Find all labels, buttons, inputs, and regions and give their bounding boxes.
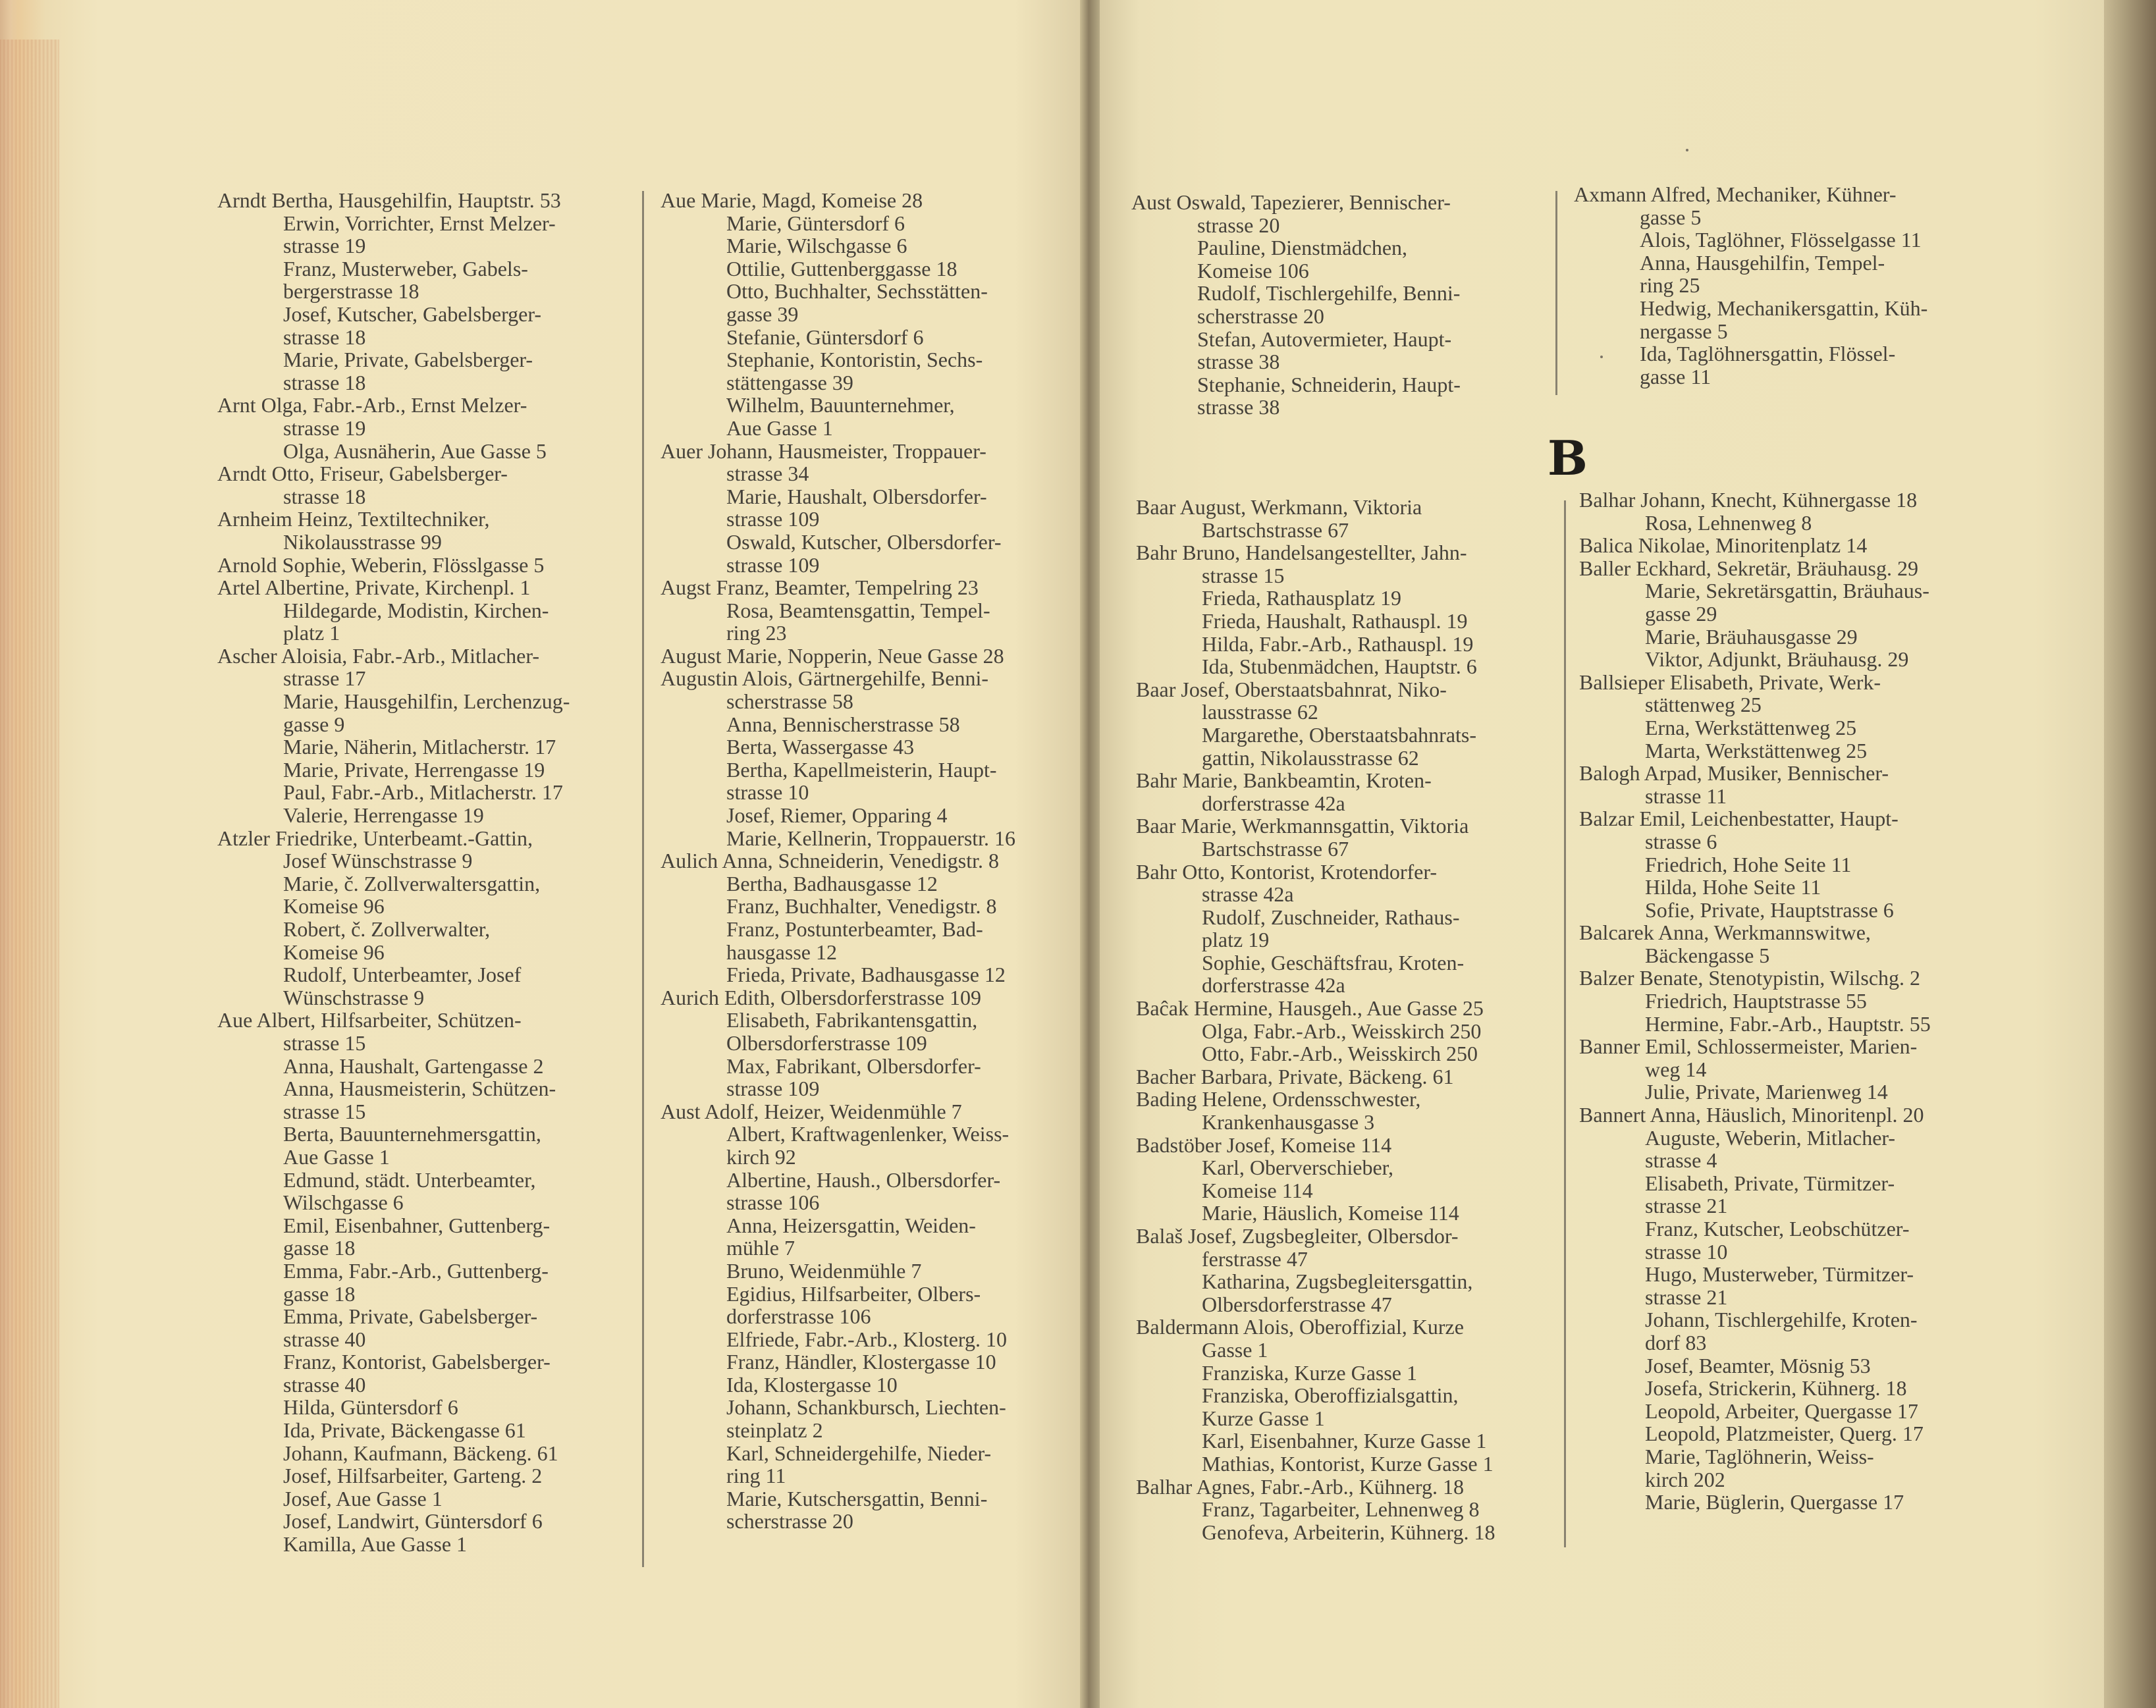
directory-entry-line: Otto, Fabr.-Arb., Weisskirch 250 <box>1202 1042 1478 1066</box>
directory-entry-line: Katharina, Zugsbegleitersgattin, <box>1202 1269 1473 1294</box>
directory-entry-line: Frieda, Rathausplatz 19 <box>1202 586 1402 610</box>
paper-speck <box>1686 149 1688 151</box>
directory-entry-line: strasse 42a <box>1202 882 1294 907</box>
directory-entry-line: Sophie, Geschäftsfrau, Kroten- <box>1202 950 1465 974</box>
book-gutter <box>1080 0 1100 1708</box>
directory-entry-line: Marta, Werkstättenweg 25 <box>1645 738 1868 762</box>
directory-entry-line: Julie, Private, Marienweg 14 <box>1645 1080 1888 1104</box>
directory-entry-line: strasse 106 <box>726 1190 820 1215</box>
directory-entry-line: Krankenhausgasse 3 <box>1202 1110 1375 1134</box>
directory-entry-line: ring 25 <box>1640 273 1700 298</box>
directory-entry-head: Arnt Olga, Fabr.-Arb., Ernst Melzer- <box>217 393 527 417</box>
directory-entry-line: Marie, Güntersdorf 6 <box>726 211 905 235</box>
directory-entry-line: Otto, Buchhalter, Sechsstätten- <box>726 279 988 304</box>
directory-entry-line: stättengasse 39 <box>726 370 853 394</box>
directory-entry-line: Ottilie, Guttenberggasse 18 <box>726 256 957 280</box>
directory-entry-line: strasse 19 <box>283 415 366 440</box>
directory-entry-line: Franz, Tagarbeiter, Lehnenweg 8 <box>1202 1497 1480 1522</box>
directory-entry-line: strasse 109 <box>726 552 820 577</box>
directory-entry-line: Hedwig, Mechanikersgattin, Küh- <box>1640 296 1928 320</box>
directory-entry-line: strasse 17 <box>283 666 366 691</box>
directory-entry-line: Stephanie, Kontoristin, Sechs- <box>726 348 983 372</box>
directory-column-right-1-top <box>1131 191 1553 419</box>
directory-entry-line: strasse 15 <box>1202 563 1285 587</box>
directory-entry-line: gasse 29 <box>1645 601 1717 626</box>
directory-entry-line: weg 14 <box>1645 1057 1707 1081</box>
directory-entry-head: Aulich Anna, Schneiderin, Venedigstr. 8 <box>660 849 999 873</box>
directory-entry-line: Marie, Hausgehilfin, Lerchenzug- <box>283 689 570 714</box>
directory-entry-line: Josef Wünschstrasse 9 <box>283 849 473 873</box>
directory-entry-head: Bahr Marie, Bankbeamtin, Kroten- <box>1136 768 1432 793</box>
directory-entry-line: Komeise 96 <box>283 940 385 964</box>
page-edge-left <box>0 40 59 1708</box>
directory-entry-line: Friedrich, Hauptstrasse 55 <box>1645 989 1867 1013</box>
directory-entry-line: Marie, Häuslich, Komeise 114 <box>1202 1201 1459 1225</box>
directory-entry-line: Stephanie, Schneiderin, Haupt- <box>1197 372 1461 396</box>
directory-entry-head: Aust Oswald, Tapezierer, Bennischer- <box>1131 190 1451 214</box>
directory-entry-line: Bartschstrasse 67 <box>1202 518 1349 542</box>
directory-entry-line: Albert, Kraftwagenlenker, Weiss- <box>726 1122 1010 1146</box>
directory-entry-head: Bannert Anna, Häuslich, Minoritenpl. 20 <box>1579 1103 1924 1127</box>
directory-entry-head: Axmann Alfred, Mechaniker, Kühner- <box>1574 182 1897 206</box>
directory-entry-line: strasse 10 <box>726 780 809 805</box>
directory-entry-line: Viktor, Adjunkt, Bräuhausg. 29 <box>1645 647 1909 672</box>
directory-entry-line: platz 1 <box>283 621 340 645</box>
directory-entry-head: Balogh Arpad, Musiker, Bennischer- <box>1579 761 1889 786</box>
directory-entry-line: ring 23 <box>726 621 787 645</box>
directory-entry-line: Marie, Private, Gabelsberger- <box>283 348 533 372</box>
directory-entry-line: Edmund, städt. Unterbeamter, <box>283 1167 536 1192</box>
directory-entry-line: gasse 18 <box>283 1236 356 1260</box>
directory-entry-line: Stefanie, Güntersdorf 6 <box>726 325 924 349</box>
directory-entry-line: Bertha, Badhausgasse 12 <box>726 871 938 895</box>
directory-entry-line: Wilschgasse 6 <box>283 1190 404 1215</box>
directory-entry-line: gasse 39 <box>726 302 799 326</box>
directory-entry-line: Ida, Taglöhnersgattin, Flössel- <box>1640 342 1896 366</box>
directory-entry-line: Bäckengasse 5 <box>1645 943 1770 967</box>
directory-entry-head: Aurich Edith, Olbersdorferstrasse 109 <box>660 985 981 1009</box>
directory-entry-head: Banner Emil, Schlossermeister, Marien- <box>1579 1034 1918 1059</box>
directory-entry-line: Marie, Näherin, Mitlacherstr. 17 <box>283 735 556 759</box>
directory-entry-line: strasse 21 <box>1645 1194 1728 1218</box>
directory-entry-line: platz 19 <box>1202 928 1270 952</box>
directory-entry-head: Artel Albertine, Private, Kirchenpl. 1 <box>217 575 531 600</box>
column-rule-right-top <box>1555 191 1557 395</box>
directory-entry-head: Baldermann Alois, Oberoffizial, Kurze <box>1136 1315 1464 1339</box>
directory-entry-line: hausgasse 12 <box>726 940 837 964</box>
directory-entry-line: Johann, Kaufmann, Bäckeng. 61 <box>283 1441 558 1465</box>
directory-entry-line: strasse 11 <box>1645 784 1727 808</box>
directory-entry-line: Marie, Sekretärsgattin, Bräuhaus- <box>1645 579 1929 603</box>
directory-entry-line: strasse 19 <box>283 234 366 258</box>
directory-entry-head: Ballsieper Elisabeth, Private, Werk- <box>1579 670 1881 694</box>
directory-entry-line: Marie, Private, Herrengasse 19 <box>283 757 545 782</box>
directory-entry-line: Frieda, Haushalt, Rathauspl. 19 <box>1202 608 1468 633</box>
directory-entry-head: Bading Helene, Ordensschwester, <box>1136 1087 1421 1111</box>
directory-entry-line: strasse 18 <box>283 484 366 508</box>
directory-entry-line: scherstrasse 20 <box>1197 304 1324 328</box>
directory-entry-line: Wünschstrasse 9 <box>283 985 425 1009</box>
directory-entry-line: Gasse 1 <box>1202 1337 1268 1362</box>
directory-entry-line: Kurze Gasse 1 <box>1202 1406 1325 1430</box>
directory-entry-head: Arndt Bertha, Hausgehilfin, Hauptstr. 53 <box>217 188 561 212</box>
directory-entry-line: Emma, Private, Gabelsberger- <box>283 1304 538 1329</box>
directory-entry-head: Arnheim Heinz, Textiltechniker, <box>217 507 490 531</box>
directory-entry-line: Josef, Riemer, Opparing 4 <box>726 803 948 828</box>
directory-entry-line: Josef, Aue Gasse 1 <box>283 1486 443 1510</box>
directory-entry-head: Augst Franz, Beamter, Tempelring 23 <box>660 575 979 600</box>
directory-entry-line: Josef, Kutscher, Gabelsberger- <box>283 302 542 326</box>
directory-entry-line: strasse 4 <box>1645 1148 1717 1173</box>
directory-entry-line: Ida, Stubenmädchen, Hauptstr. 6 <box>1202 654 1477 679</box>
directory-entry-line: Aue Gasse 1 <box>726 415 833 440</box>
directory-entry-line: Olbersdorferstrasse 109 <box>726 1030 927 1055</box>
directory-entry-head: Arnold Sophie, Weberin, Flösslgasse 5 <box>217 552 545 577</box>
directory-entry-line: Marie, č. Zollverwaltersgattin, <box>283 871 541 895</box>
directory-entry-line: Franziska, Kurze Gasse 1 <box>1202 1360 1417 1385</box>
directory-entry-line: Margarethe, Oberstaatsbahnrats- <box>1202 722 1477 747</box>
paper-speck <box>1600 356 1603 358</box>
directory-entry-line: Oswald, Kutscher, Olbersdorfer- <box>726 529 1002 554</box>
directory-entry-line: Nikolausstrasse 99 <box>283 529 442 554</box>
directory-entry-line: Emil, Eisenbahner, Guttenberg- <box>283 1213 551 1237</box>
directory-entry-head: Balzar Emil, Leichenbestatter, Haupt- <box>1579 807 1899 831</box>
directory-entry-line: Rosa, Lehnenweg 8 <box>1645 510 1812 535</box>
directory-entry-line: Pauline, Dienstmädchen, <box>1197 236 1408 260</box>
directory-entry-line: strasse 20 <box>1197 213 1280 237</box>
directory-entry-head: Bacher Barbara, Private, Bäckeng. 61 <box>1136 1064 1454 1088</box>
directory-entry-line: gasse 5 <box>1640 205 1702 229</box>
directory-entry-head: Aust Adolf, Heizer, Weidenmühle 7 <box>660 1099 962 1123</box>
directory-entry-line: Franz, Kutscher, Leobschützer- <box>1645 1217 1910 1241</box>
directory-entry-line: Hugo, Musterweber, Türmitzer- <box>1645 1262 1914 1287</box>
directory-entry-line: Stefan, Autovermieter, Haupt- <box>1197 327 1452 351</box>
directory-entry-head: Arndt Otto, Friseur, Gabelsberger- <box>217 462 508 486</box>
directory-entry-line: strasse 10 <box>1645 1239 1728 1264</box>
directory-entry-line: Marie, Wilschgasse 6 <box>726 234 907 258</box>
directory-entry-line: Kamilla, Aue Gasse 1 <box>283 1532 468 1557</box>
directory-entry-line: Auguste, Weberin, Mitlacher- <box>1645 1125 1896 1150</box>
directory-entry-line: Valerie, Herrengasse 19 <box>283 803 484 828</box>
directory-entry-head: Aue Albert, Hilfsarbeiter, Schützen- <box>217 1008 522 1032</box>
directory-entry-line: stättenweg 25 <box>1645 693 1762 717</box>
directory-entry-line: lausstrasse 62 <box>1202 700 1318 724</box>
directory-entry-line: Friedrich, Hohe Seite 11 <box>1645 852 1852 876</box>
directory-entry-line: Robert, č. Zollverwalter, <box>283 917 491 941</box>
directory-entry-head: Balzer Benate, Stenotypistin, Wilschg. 2 <box>1579 966 1921 990</box>
directory-column-left-1 <box>217 189 639 1556</box>
directory-entry-line: ring 11 <box>726 1464 786 1488</box>
directory-entry-line: Josefa, Strickerin, Kühnerg. 18 <box>1645 1376 1907 1401</box>
directory-entry-line: Max, Fabrikant, Olbersdorfer- <box>726 1054 981 1078</box>
directory-entry-line: Anna, Haushalt, Gartengasse 2 <box>283 1054 544 1078</box>
directory-entry-line: Anna, Hausgehilfin, Tempel- <box>1640 250 1885 275</box>
directory-entry-line: Franz, Buchhalter, Venedigstr. 8 <box>726 894 997 919</box>
directory-entry-line: Komeise 114 <box>1202 1178 1313 1202</box>
directory-entry-line: Hilda, Güntersdorf 6 <box>283 1395 458 1420</box>
directory-entry-line: dorferstrasse 42a <box>1202 973 1345 998</box>
directory-entry-line: Leopold, Platzmeister, Querg. 17 <box>1645 1422 1924 1446</box>
directory-column-right-2-top <box>1574 183 1995 388</box>
directory-entry-line: strasse 21 <box>1645 1285 1728 1309</box>
directory-entry-line: Marie, Büglerin, Quergasse 17 <box>1645 1490 1904 1514</box>
directory-entry-head: Bahr Otto, Kontorist, Krotendorfer- <box>1136 859 1438 884</box>
directory-entry-line: Aue Gasse 1 <box>283 1144 390 1169</box>
directory-entry-head: Augustin Alois, Gärtnergehilfe, Benni- <box>660 666 988 691</box>
directory-entry-line: Leopold, Arbeiter, Quergasse 17 <box>1645 1399 1918 1423</box>
directory-entry-line: Anna, Hausmeisterin, Schützen- <box>283 1077 556 1101</box>
directory-entry-line: Hildegarde, Modistin, Kirchen- <box>283 598 549 622</box>
directory-entry-line: kirch 92 <box>726 1144 796 1169</box>
directory-entry-line: strasse 34 <box>726 462 809 486</box>
directory-entry-line: Olga, Fabr.-Arb., Weisskirch 250 <box>1202 1019 1482 1043</box>
directory-entry-line: Hermine, Fabr.-Arb., Hauptstr. 55 <box>1645 1011 1931 1036</box>
directory-entry-line: gasse 11 <box>1640 364 1711 388</box>
directory-entry-head: Bahr Bruno, Handelsangestellter, Jahn- <box>1136 541 1467 565</box>
directory-entry-head: August Marie, Nopperin, Neue Gasse 28 <box>660 643 1004 668</box>
directory-entry-line: strasse 18 <box>283 370 366 394</box>
directory-entry-line: Bartschstrasse 67 <box>1202 836 1349 861</box>
directory-entry-head: Balaš Josef, Zugsbegleiter, Olbersdor- <box>1136 1224 1459 1248</box>
directory-entry-head: Badstöber Josef, Komeise 114 <box>1136 1133 1392 1157</box>
directory-entry-line: Rudolf, Zuschneider, Rathaus- <box>1202 905 1460 929</box>
directory-entry-line: strasse 6 <box>1645 829 1717 853</box>
directory-entry-line: strasse 38 <box>1197 395 1280 419</box>
directory-entry-line: Ida, Klostergasse 10 <box>726 1372 898 1397</box>
directory-entry-line: Rudolf, Tischlergehilfe, Benni- <box>1197 281 1461 306</box>
directory-entry-line: Josef, Beamter, Mösnig 53 <box>1645 1353 1871 1377</box>
directory-entry-line: Elfriede, Fabr.-Arb., Klosterg. 10 <box>726 1327 1007 1351</box>
directory-entry-line: Josef, Hilfsarbeiter, Garteng. 2 <box>283 1464 543 1488</box>
directory-entry-head: Aue Marie, Magd, Komeise 28 <box>660 188 923 212</box>
directory-entry-line: steinplatz 2 <box>726 1418 823 1443</box>
directory-entry-head: Baar August, Werkmann, Viktoria <box>1136 495 1422 519</box>
directory-entry-line: Egidius, Hilfsarbeiter, Olbers- <box>726 1281 981 1306</box>
directory-entry-head: Auer Johann, Hausmeister, Troppauer- <box>660 439 986 463</box>
directory-entry-line: scherstrasse 58 <box>726 689 853 714</box>
directory-entry-line: Johann, Schankbursch, Liechten- <box>726 1395 1006 1420</box>
directory-entry-line: Ida, Private, Bäckengasse 61 <box>283 1418 526 1443</box>
directory-entry-head: Baĉak Hermine, Hausgeh., Aue Gasse 25 <box>1136 996 1484 1021</box>
directory-entry-line: Komeise 96 <box>283 894 385 919</box>
directory-entry-line: Marie, Kellnerin, Troppauerstr. 16 <box>726 826 1016 850</box>
directory-entry-line: Alois, Taglöhner, Flösselgasse 11 <box>1640 228 1922 252</box>
page-edge-right <box>2104 0 2156 1708</box>
directory-entry-line: nergasse 5 <box>1640 319 1728 343</box>
directory-entry-line: Bruno, Weidenmühle 7 <box>726 1258 922 1283</box>
directory-entry-line: Komeise 106 <box>1197 258 1309 282</box>
directory-entry-line: mühle 7 <box>726 1236 795 1260</box>
directory-entry-line: Hilda, Hohe Seite 11 <box>1645 875 1821 899</box>
directory-entry-line: strasse 15 <box>283 1030 366 1055</box>
directory-entry-line: Berta, Bauunternehmersgattin, <box>283 1122 541 1146</box>
directory-entry-line: Franz, Musterweber, Gabels- <box>283 256 528 280</box>
directory-entry-line: dorf 83 <box>1645 1330 1707 1354</box>
directory-entry-head: Baller Eckhard, Sekretär, Bräuhausg. 29 <box>1579 556 1918 580</box>
directory-entry-line: gasse 9 <box>283 712 345 736</box>
directory-entry-line: Emma, Fabr.-Arb., Guttenberg- <box>283 1258 549 1283</box>
directory-entry-line: Franziska, Oberoffizialsgattin, <box>1202 1383 1459 1408</box>
directory-entry-line: Marie, Bräuhausgasse 29 <box>1645 624 1858 649</box>
directory-entry-head: Balica Nikolae, Minoritenplatz 14 <box>1579 533 1868 558</box>
directory-entry-head: Baar Josef, Oberstaatsbahnrat, Niko- <box>1136 677 1447 701</box>
directory-entry-line: Genofeva, Arbeiterin, Kühnerg. 18 <box>1202 1520 1496 1544</box>
directory-entry-line: Franz, Postunterbeamter, Bad- <box>726 917 983 941</box>
directory-entry-head: Atzler Friedrike, Unterbeamt.-Gattin, <box>217 826 533 850</box>
directory-entry-line: Olga, Ausnäherin, Aue Gasse 5 <box>283 439 547 463</box>
directory-entry-line: Franz, Händler, Klostergasse 10 <box>726 1350 996 1374</box>
directory-entry-line: Erwin, Vorrichter, Ernst Melzer- <box>283 211 556 235</box>
directory-entry-line: Marie, Kutschersgattin, Benni- <box>726 1486 988 1510</box>
directory-entry-line: dorferstrasse 42a <box>1202 791 1345 815</box>
directory-entry-line: Anna, Bennischerstrasse 58 <box>726 712 960 736</box>
directory-entry-line: Rudolf, Unterbeamter, Josef <box>283 963 522 987</box>
directory-entry-line: Marie, Taglöhnerin, Weiss- <box>1645 1444 1874 1468</box>
directory-entry-line: Bertha, Kapellmeisterin, Haupt- <box>726 757 997 782</box>
directory-entry-line: Frieda, Private, Badhausgasse 12 <box>726 963 1006 987</box>
directory-entry-line: Karl, Schneidergehilfe, Nieder- <box>726 1441 992 1465</box>
directory-entry-line: Karl, Oberverschieber, <box>1202 1156 1394 1180</box>
directory-entry-line: dorferstrasse 106 <box>726 1304 871 1329</box>
directory-entry-line: Rosa, Beamtensgattin, Tempel- <box>726 598 990 622</box>
directory-entry-line: Olbersdorferstrasse 47 <box>1202 1292 1392 1316</box>
directory-entry-head: Balhar Agnes, Fabr.-Arb., Kühnerg. 18 <box>1136 1474 1464 1499</box>
directory-entry-line: Marie, Haushalt, Olbersdorfer- <box>726 484 987 508</box>
directory-entry-line: Elisabeth, Fabrikantensgattin, <box>726 1008 978 1032</box>
column-rule-right <box>1564 500 1566 1547</box>
directory-entry-line: Johann, Tischlergehilfe, Kroten- <box>1645 1308 1918 1332</box>
directory-entry-line: strasse 40 <box>283 1372 366 1397</box>
directory-entry-head: Ascher Aloisia, Fabr.-Arb., Mitlacher- <box>217 643 540 668</box>
directory-entry-line: Franz, Kontorist, Gabelsberger- <box>283 1350 551 1374</box>
directory-entry-line: gattin, Nikolausstrasse 62 <box>1202 745 1419 770</box>
directory-entry-line: Sofie, Private, Hauptstrasse 6 <box>1645 897 1894 922</box>
directory-entry-line: strasse 40 <box>283 1327 366 1351</box>
directory-entry-line: ferstrasse 47 <box>1202 1246 1308 1271</box>
directory-column-left-2 <box>660 189 1082 1533</box>
section-letter: B <box>1548 430 1588 486</box>
directory-entry-line: Mathias, Kontorist, Kurze Gasse 1 <box>1202 1451 1494 1476</box>
directory-entry-line: Elisabeth, Private, Türmitzer- <box>1645 1171 1895 1195</box>
directory-entry-line: Paul, Fabr.-Arb., Mitlacherstr. 17 <box>283 780 563 805</box>
directory-entry-line: gasse 18 <box>283 1281 356 1306</box>
directory-entry-line: Anna, Heizersgattin, Weiden- <box>726 1213 976 1237</box>
directory-entry-line: Albertine, Haush., Olbersdorfer- <box>726 1167 1001 1192</box>
directory-entry-line: Karl, Eisenbahner, Kurze Gasse 1 <box>1202 1429 1487 1453</box>
directory-entry-line: Josef, Landwirt, Güntersdorf 6 <box>283 1509 543 1534</box>
directory-column-right-2 <box>1579 489 2007 1514</box>
directory-entry-line: bergerstrasse 18 <box>283 279 419 304</box>
directory-entry-line: strasse 109 <box>726 507 820 531</box>
directory-entry-line: strasse 38 <box>1197 350 1280 374</box>
directory-entry-head: Balcarek Anna, Werkmannswitwe, <box>1579 921 1871 945</box>
directory-column-right-1 <box>1136 496 1564 1543</box>
directory-entry-head: Baar Marie, Werkmannsgattin, Viktoria <box>1136 814 1469 838</box>
directory-entry-line: strasse 109 <box>726 1077 820 1101</box>
directory-entry-line: scherstrasse 20 <box>726 1509 853 1534</box>
directory-entry-line: Erna, Werkstättenweg 25 <box>1645 715 1857 739</box>
directory-entry-line: kirch 202 <box>1645 1467 1725 1491</box>
directory-entry-line: Berta, Wassergasse 43 <box>726 735 915 759</box>
directory-entry-head: Balhar Johann, Knecht, Kühnergasse 18 <box>1579 488 1918 512</box>
directory-entry-line: strasse 15 <box>283 1099 366 1123</box>
directory-entry-line: Hilda, Fabr.-Arb., Rathauspl. 19 <box>1202 631 1474 656</box>
directory-entry-line: Wilhelm, Bauunternehmer, <box>726 393 955 417</box>
directory-entry-line: strasse 18 <box>283 325 366 349</box>
column-rule-left <box>642 191 644 1567</box>
